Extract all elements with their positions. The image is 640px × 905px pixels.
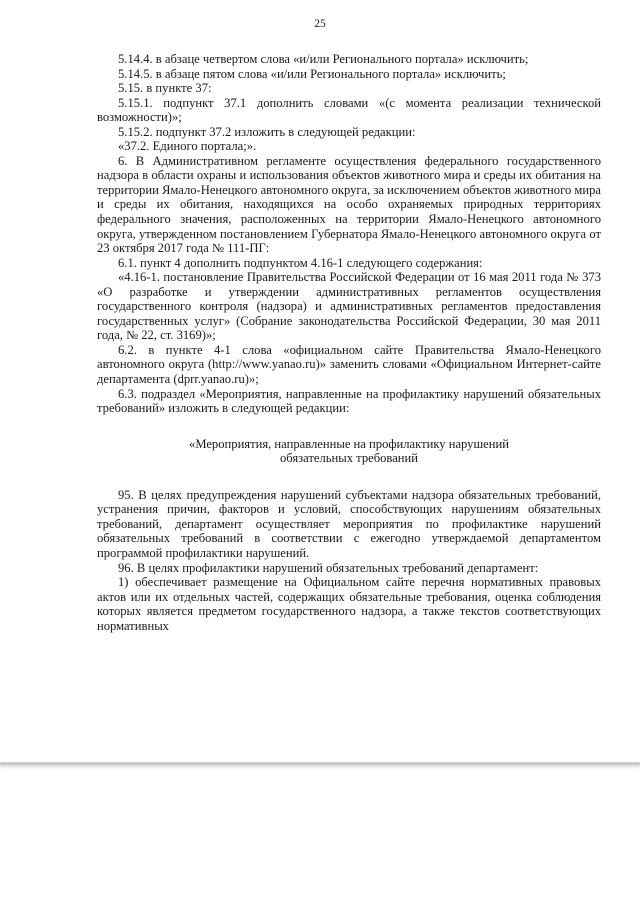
section-heading: [97, 437, 601, 466]
paragraph-5-14-5: 5.14.5. в абзаце пятом слова «и/или Регионального портала» исключить;: [118, 66, 506, 81]
section-heading-line-1: «Мероприятия, направленные на профилактику нарушений: [189, 436, 509, 451]
paragraph-6: 6. В Административном регламенте осуществления федерального государственного надзора в области охраны и использования объектов животного мира и среды их обитания на территории Ямало-Ненецкого автономного округа, за исключением объектов животного мира и среды их обитания, находящихся на особо охраняемых природных территориях федерального значения, расположенных на территории Ямало-Ненецкого автономного округа, утвержденном постановлением Губернатора Ямало-Ненецкого автономного округа от 23 октября 2017 года № 111-ПГ:: [97, 153, 601, 256]
document-body: [97, 52, 601, 633]
paragraph-6-2: 6.2. в пункте 4-1 слова «официальном сайте Правительства Ямало-Ненецкого автономного округа (http://www.yanao.ru)» заменить словами «Официальном Интернет-сайте департамента (dprr.yanao.ru)»;: [97, 342, 601, 387]
section-heading-line-2: обязательных требований: [279, 451, 419, 466]
paragraph-96: 96. В целях профилактики нарушений обязательных требований департамент:: [118, 560, 539, 575]
paragraph-95: 95. В целях предупреждения нарушений субъектами надзора обязательных требований, устранения причин, факторов и условий, способствующих нарушениям обязательных требований, департамент осуществляет мероприятия по профилактике нарушений обязательных требований в соответствии с ежегодно утверждаемой департаментом программой профилактики нарушений.: [97, 487, 601, 560]
paragraph-5-15-1: 5.15.1. подпункт 37.1 дополнить словами «(с момента реализации технической возможности)»;: [97, 95, 601, 125]
paragraph-6-1: 6.1. пункт 4 дополнить подпунктом 4.16-1 следующего содержания:: [118, 255, 483, 270]
paragraph-4-16-1: «4.16-1. постановление Правительства Российской Федерации от 16 мая 2011 года № 373 «О разработке и утверждении административных регламентов осуществления государственного контроля (надзора) и административных регламентов предоставления государственных услуг» (Собрание законодательства Российской Федерации, 30 мая 2011 года, № 22, ст. 3169)»;: [97, 270, 601, 343]
page-number: 25: [314, 18, 326, 30]
paragraph-5-15: 5.15. в пункте 37:: [118, 81, 212, 96]
paragraph-5-14-4: 5.14.4. в абзаце четвертом слова «и/или Регионального портала» исключить;: [118, 52, 529, 66]
paragraph-37-2: «37.2. Единого портала;».: [118, 139, 257, 154]
paragraph-96-1: 1) обеспечивает размещение на Официальном сайте перечня нормативных правовых актов или их отдельных частей, содержащих обязательные требования, оценка соблюдения которых является предметом государственного надзора, а также текстов соответствующих нормативных: [97, 575, 601, 633]
paragraph-5-15-2: 5.15.2. подпункт 37.2 изложить в следующей редакции:: [118, 124, 416, 139]
paragraph-6-3: 6.3. подраздел «Мероприятия, направленные на профилактику нарушений обязательных требований» изложить в следующей редакции:: [97, 386, 601, 416]
